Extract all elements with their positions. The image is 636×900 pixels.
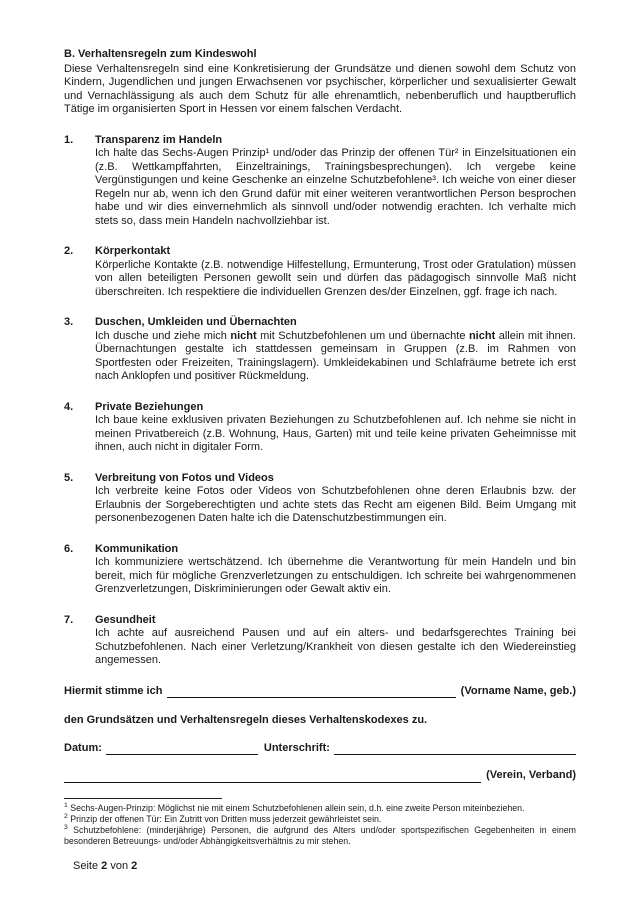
section-body — [95, 627, 576, 668]
body-text: Ich achte auf ausreichend Pausen und auf ein alters- und bedarfsgerechtes Training bei Schutzbefohlenen. Nach einer Verletzung/Krankheit von diesen gestalte ich den Wiedereinstieg angemessen. — [95, 627, 576, 666]
section-item — [64, 134, 576, 229]
section-number: 1. — [64, 133, 74, 146]
body-text: Körperliche Kontakte (z.B. notwendige Hilfestellung, Ermunterung, Trost oder Gratulation) müssen von allen beteiligten Personen gewollt sein und dürfen das pädagogisch sinnvolle Maß nicht überschreiten. Ich respektiere die individuellen Grenzen des/der Einzelnen, ggf. frage ich nach. — [95, 258, 576, 298]
body-text: Ich kommuniziere wertschätzend. Ich übernehme die Verantwortung für mein Handeln und bin bereit, mich für mögliche Grenzverletzungen zu entschuldigen. Ich schreite bei wahrgenommenen Grenzverletzungen, Diskriminierungen oder Gewalt aktiv ein. — [95, 556, 576, 595]
organization-hint: (Verein, Verband) — [486, 769, 576, 781]
body-text: Ich halte das Sechs-Augen Prinzip¹ und/oder das Prinzip der offenen Tür² in Einzelsituationen ein (z.B. Wettkampffahrten, Einzeltrainings, Trainingsbesprechungen). Ich vergebe keine Vergünstigungen und keine Geschenke an einzelne Schutzbefohlene³. Ich weiche von einer dieser Regeln nur ab, wenn ich den Grund dafür mit einer weiteren verantwortlichen Person besprochen habe und wir dies einvernehmlich als sinnvoll und/oder notwendig erachten. Ich verhalte mich stets so, dass mein Handeln nachvollziehbar ist. — [95, 147, 576, 227]
document-title: B. Verhaltensregeln zum Kindeswohl — [64, 48, 257, 60]
signature-blank-line — [334, 750, 576, 755]
emphasized-text: nicht — [230, 329, 257, 342]
body-text: Ich dusche und ziehe mich — [95, 329, 231, 342]
section-number: 3. — [64, 316, 74, 328]
section-content — [95, 472, 576, 526]
footer-page-number: 2 — [101, 859, 108, 872]
section-body — [95, 556, 576, 597]
section-number: 2. — [64, 245, 74, 257]
body-text: Ich verbreite keine Fotos oder Videos von Schutzbefohlenen ohne deren Erlaubnis bzw. der Erlaubnis der Sorgeberechtigten und achte stets das Recht am eigenen Bild. Beim Umgang mit personenbezogenen Daten halte ich die Datenschutzbestimmungen ein. — [95, 485, 576, 524]
section-title: Kommunikation — [95, 542, 179, 555]
footer-total-pages: 2 — [131, 859, 138, 872]
date-signature-row — [64, 742, 576, 756]
section-number: 5. — [64, 471, 74, 484]
rules-list — [64, 134, 576, 668]
date-blank-line — [106, 750, 258, 755]
section-number: 7. — [64, 613, 74, 626]
agreement-statement: den Grundsätzen und Verhaltensregeln dieses Verhaltenskodexes zu. — [64, 714, 428, 726]
section-content — [95, 316, 576, 384]
footnote-separator-line — [64, 798, 222, 799]
section-item — [64, 245, 576, 299]
footnote-text: Prinzip der offenen Tür: Ein Zutritt von Dritten muss jederzeit gewährleistet sein. — [67, 813, 382, 824]
footnote-item — [64, 803, 576, 814]
footnote-marker: 1 — [64, 801, 68, 809]
footnotes — [64, 803, 576, 847]
footer-of-label: von — [110, 859, 129, 872]
section-number: 4. — [64, 400, 74, 413]
section-item — [64, 472, 576, 526]
section-content — [95, 134, 576, 229]
section-body — [95, 259, 576, 300]
footer-label: Seite — [73, 859, 99, 872]
body-text: allein mit ihnen. Übernachtungen gestalte ich stattdessen gemeinsam in Gruppen (z.B. im Rahmen von Sportfesten oder Freizeiten, Trainingslagern). Umkleidekabinen und Schlafräume betrete ich erst nach Anklopfen und positiver Rückmeldung. — [95, 329, 576, 382]
section-content — [95, 614, 576, 668]
signature-label: Unterschrift: — [263, 741, 330, 754]
emphasized-text: nicht — [468, 329, 496, 342]
section-item — [64, 316, 576, 384]
date-label: Datum: — [64, 741, 102, 754]
section-item — [64, 401, 576, 455]
section-body — [95, 147, 576, 228]
footnote-marker: 2 — [64, 812, 68, 820]
section-title: Gesundheit — [95, 613, 156, 626]
section-content — [95, 543, 576, 597]
section-content — [95, 245, 576, 299]
name-blank-line — [167, 693, 455, 698]
section-title: Duschen, Umkleiden und Übernachten — [95, 316, 297, 328]
agreement-lead: Hiermit stimme ich — [64, 684, 163, 697]
section-title: Private Beziehungen — [95, 400, 204, 413]
intro-paragraph: Diese Verhaltensregeln sind eine Konkretisierung der Grundsätze und dienen sowohl dem Schutz von Kindern, Jugendlichen und jungen Erwachsenen vor psychischer, körperlicher und sexualisierter Gewalt und Vernachlässigung als auch dem Schutz für alle ehrenamtlich, nebenberuflich und hauptberuflich Tätige im organisierten Sport in Hessen vor einem falschen Verdacht. — [64, 62, 576, 115]
section-content — [95, 401, 576, 455]
name-hint: (Vorname Name, geb.) — [460, 684, 576, 697]
footnote-text: Schutzbefohlene: (minderjährige) Personen, die aufgrund des Alters und/oder sportspezifischen Gegebenheiten in einem besonderen Betreuungs- und/oder Abhängigkeitsverhältnis zu mir stehen. — [64, 824, 576, 846]
page-footer — [73, 860, 576, 873]
section-body — [95, 330, 576, 384]
footnote-text: Sechs-Augen-Prinzip: Möglichst nie mit einem Schutzbefohlenen allein sein, d.h. eine zweite Person miteinbeziehen. — [67, 802, 525, 813]
section-title: Verbreitung von Fotos und Videos — [95, 471, 274, 484]
body-text: mit Schutzbefohlenen um und übernachte — [256, 329, 469, 342]
footnote-item — [64, 814, 576, 825]
body-text: Ich baue keine exklusiven privaten Beziehungen zu Schutzbefohlenen auf. Ich nehme sie nicht in meinen Privatbereich (z.B. Wohnung, Haus, Garten) mit und teile keine privaten Geheimnisse mit ihnen, auch nicht in digitaler Form. — [95, 414, 576, 453]
section-item — [64, 543, 576, 597]
section-body — [95, 485, 576, 526]
section-item — [64, 614, 576, 668]
section-title: Transparenz im Handeln — [95, 133, 223, 146]
section-body — [95, 414, 576, 455]
organization-row — [64, 769, 576, 783]
footnote-marker: 3 — [64, 823, 68, 831]
agreement-row — [64, 685, 576, 699]
organization-blank-line — [64, 778, 481, 783]
section-title: Körperkontakt — [95, 245, 171, 257]
section-number: 6. — [64, 542, 74, 555]
footnote-item — [64, 825, 576, 847]
